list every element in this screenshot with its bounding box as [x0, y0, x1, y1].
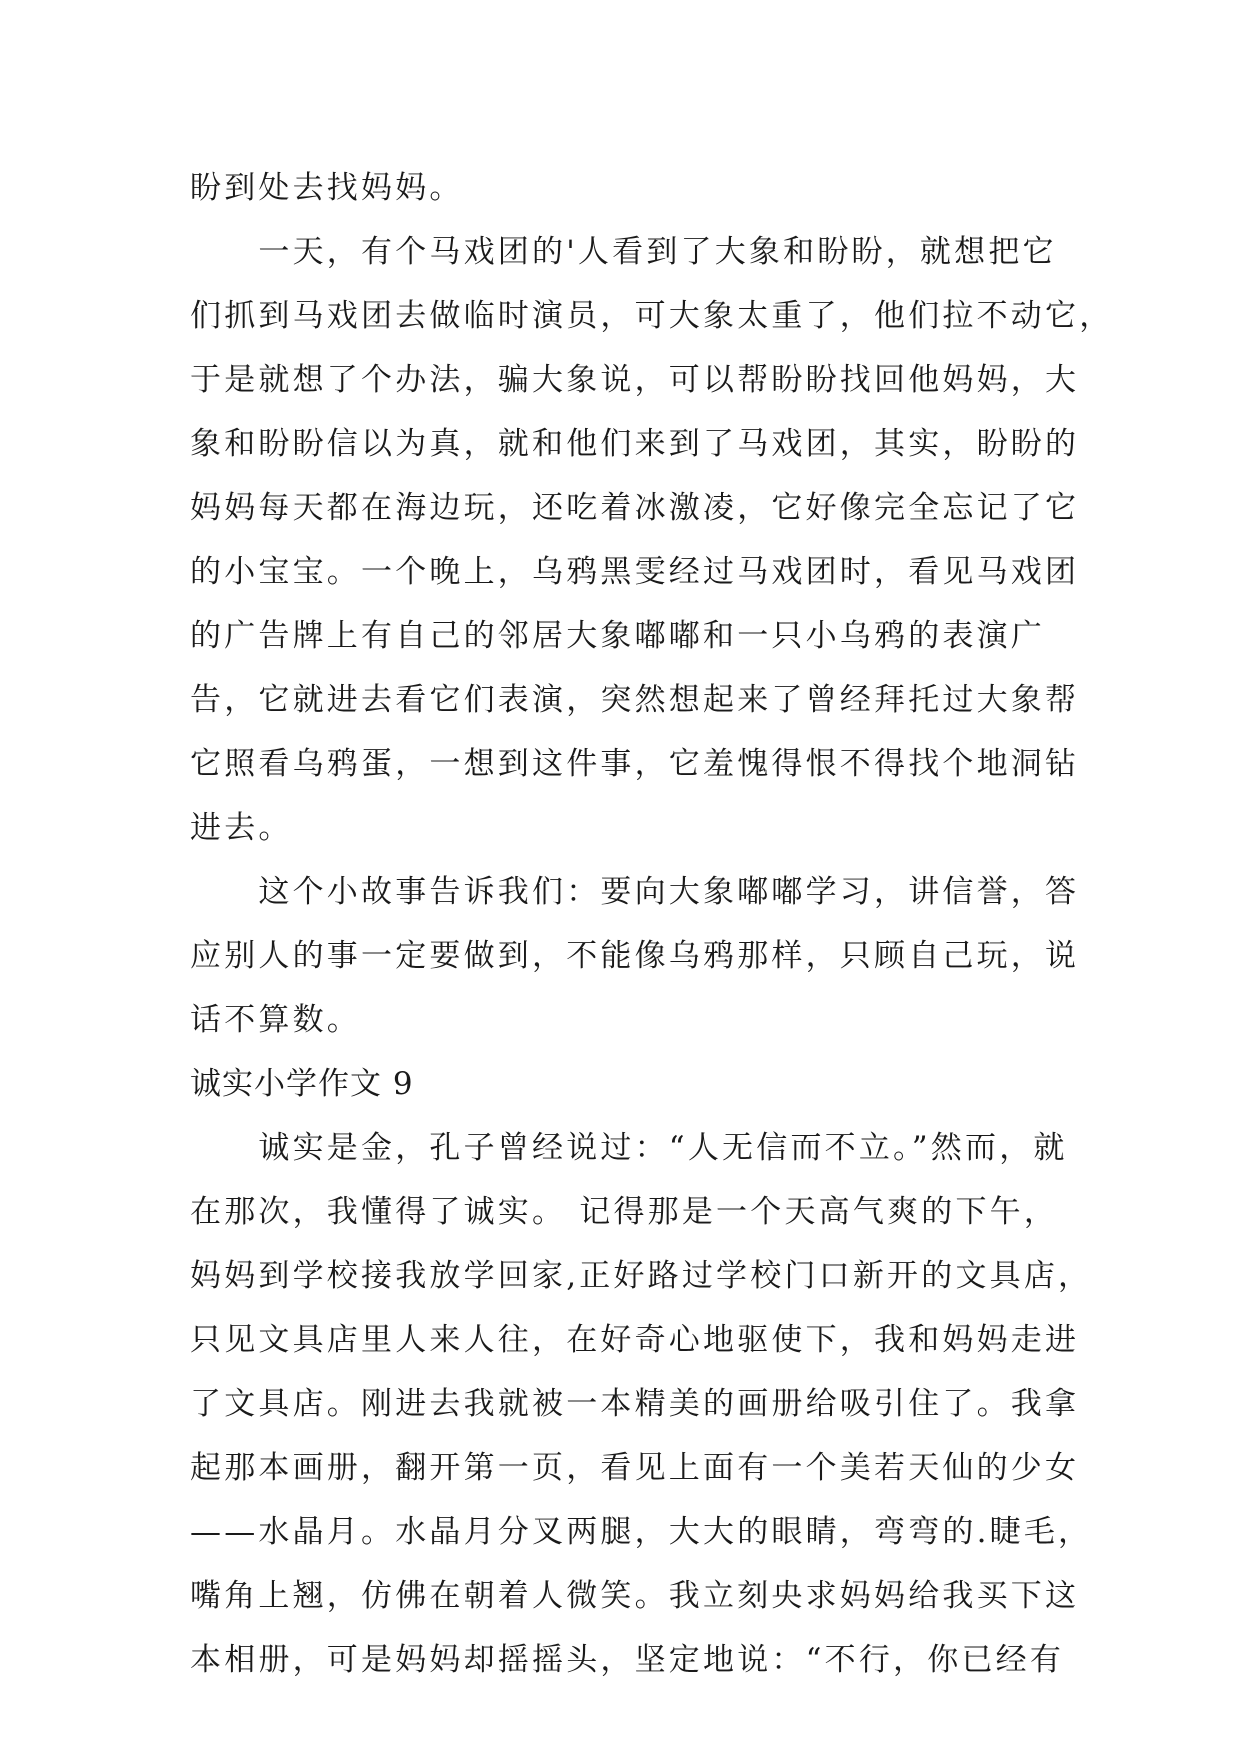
- text-line: 进去。: [190, 810, 293, 846]
- text-line: 这个小故事告诉我们：要向大象嘟嘟学习，讲信誉，答: [190, 874, 1080, 910]
- text-line: 话不算数。: [190, 1002, 361, 1038]
- text-line: 应别人的事一定要做到，不能像乌鸦那样，只顾自己玩，说: [190, 938, 1080, 974]
- text-line: 告，它就进去看它们表演，突然想起来了曾经拜托过大象帮: [190, 682, 1080, 718]
- document-body: [190, 156, 1114, 1692]
- text-line: 了文具店。刚进去我就被一本精美的画册给吸引住了。我拿: [190, 1386, 1080, 1422]
- text-line: 象和盼盼信以为真，就和他们来到了马戏团，其实，盼盼的: [190, 426, 1080, 462]
- text-line: 在那次，我懂得了诚实。 记得那是一个天高气爽的下午，: [190, 1194, 1059, 1230]
- text-line: 起那本画册，翻开第一页，看见上面有一个美若天仙的少女: [190, 1450, 1080, 1486]
- text-line: 于是就想了个办法，骗大象说，可以帮盼盼找回他妈妈，大: [190, 362, 1080, 398]
- text-line: 的广告牌上有自己的邻居大象嘟嘟和一只小乌鸦的表演广: [190, 618, 1045, 654]
- text-line: 妈妈每天都在海边玩，还吃着冰激凌，它好像完全忘记了它: [190, 490, 1080, 526]
- text-line: 嘴角上翘，仿佛在朝着人微笑。我立刻央求妈妈给我买下这: [190, 1578, 1080, 1614]
- text-line: 诚实是金，孔子曾经说过：“人无信而不立。”然而，就: [190, 1130, 1068, 1166]
- section-heading: 诚实小学作文 9: [190, 1066, 414, 1102]
- text-line: ——水晶月。水晶月分叉两腿，大大的眼睛，弯弯的.睫毛，: [190, 1514, 1093, 1550]
- text-line: 本相册，可是妈妈却摇摇头，坚定地说：“不行，你已经有: [190, 1642, 1065, 1678]
- text-line: 一天，有个马戏团的'人看到了大象和盼盼，就想把它: [190, 234, 1057, 270]
- text-line: 它照看乌鸦蛋，一想到这件事，它羞愧得恨不得找个地洞钻: [190, 746, 1080, 782]
- text-line: 盼到处去找妈妈。: [190, 170, 464, 206]
- text-line: 妈妈到学校接我放学回家,正好路过学校门口新开的文具店，: [190, 1258, 1093, 1294]
- text-line: 只见文具店里人来人往，在好奇心地驱使下，我和妈妈走进: [190, 1322, 1080, 1358]
- text-line: 们抓到马戏团去做临时演员，可大象太重了，他们拉不动它，: [190, 298, 1114, 334]
- text-line: 的小宝宝。一个晚上，乌鸦黑雯经过马戏团时，看见马戏团: [190, 554, 1080, 590]
